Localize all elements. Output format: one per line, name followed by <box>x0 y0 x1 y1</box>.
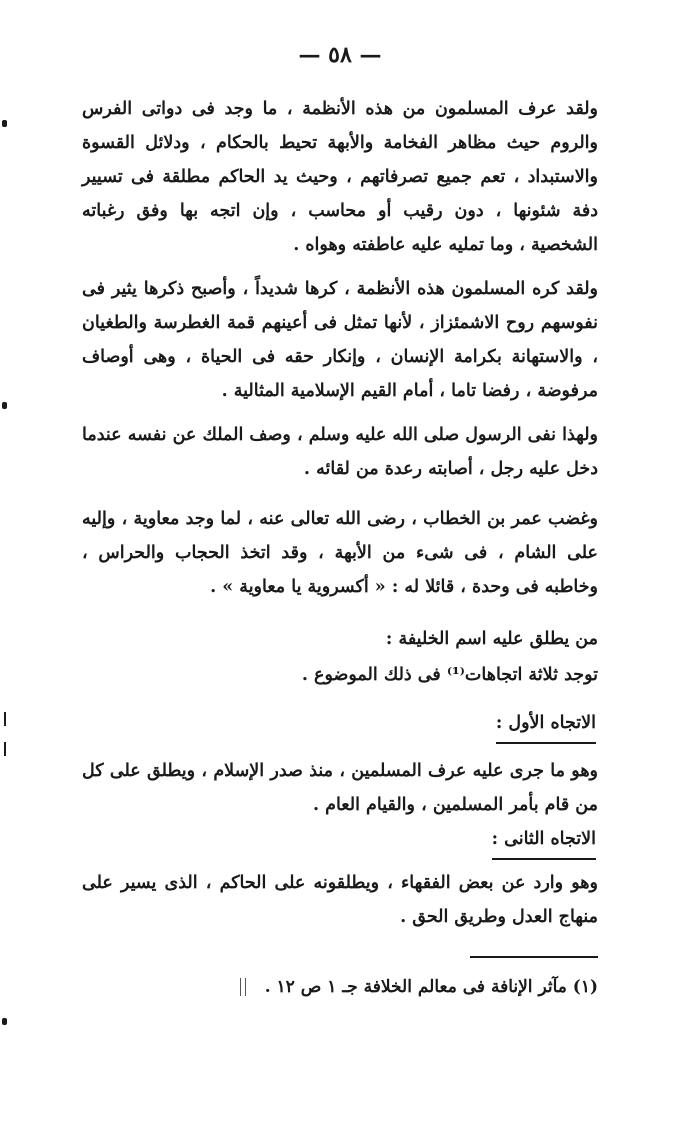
paragraph-text: ولهذا نفى الرسول صلى الله عليه وسلم ، وصف الملك عن نفسه عندما دخل عليه رجل ، أصابته رعدة من لقائه . <box>82 425 598 479</box>
footnote-separator <box>470 956 598 958</box>
scan-edge-mark <box>2 120 7 127</box>
section-title <box>82 622 598 656</box>
trend-2-heading: الاتجاه الثانى : <box>492 822 596 860</box>
page-number: — ٥٨ — <box>298 42 382 68</box>
paragraph-text: ولقد كره المسلمون هذه الأنظمة ، كرها شديداً ، وأصبح ذكرها يثير فى نفوسهم روح الاشمئزاز ، لأنها تمثل فى أعينهم قمة الغطرسة والطغيان ، والاستهانة بكرامة الإنسان ، وإنكار حقه فى الحياة ، وهى أوصاف مرفوضة ، رفضا تاما ، أمام القيم الإسلامية المثالية . <box>82 279 598 401</box>
scan-edge-mark <box>4 712 6 726</box>
trend-text: وهو ما جرى عليه عرف المسلمين ، منذ صدر الإسلام ، ويطلق على كل من قام بأمر المسلمين ، والقيام العام . <box>82 761 598 815</box>
scan-edge-mark <box>2 1018 7 1025</box>
paragraph-1 <box>82 92 598 262</box>
paragraph-text: ولقد عرف المسلمون من هذه الأنظمة ، ما وجد فى دواتى الفرس والروم حيث مظاهر الفخامة والأبهة تحيط بالحكام ، ودلائل القسوة والاستبداد ، تعم جميع تصرفاتهم ، وحيث يد الحاكم مطلقة فى تسيير دفة شئونها ، دون رقيب أو محاسب ، وإن اتجه بها وفق رغباته الشخصية ، وما تمليه عليه عاطفته وهواه . <box>82 99 598 255</box>
scan-edge-mark <box>2 402 7 409</box>
section-intro <box>82 658 598 692</box>
trend-1-heading: الاتجاه الأول : <box>496 706 596 744</box>
margin-bracket-mark <box>240 978 246 996</box>
paragraph-3 <box>82 418 598 486</box>
scan-edge-mark <box>4 742 6 756</box>
section-intro-text: توجد ثلاثة اتجاهات⁽¹⁾ فى ذلك الموضوع . <box>301 665 598 685</box>
paragraph-2 <box>82 272 598 408</box>
section-title-text: من يطلق عليه اسم الخليفة : <box>385 629 598 649</box>
paragraph-4 <box>82 502 598 604</box>
trend-text: وهو وارد عن بعض الفقهاء ، ويطلقونه على الحاكم ، الذى يسير على منهاج العدل وطريق الحق . <box>82 873 598 927</box>
trend-2-text <box>82 866 598 934</box>
paragraph-text: وغضب عمر بن الخطاب ، رضى الله تعالى عنه ، لما وجد معاوية ، وإليه على الشام ، فى شىء من الأبهة ، وقد اتخذ الحجاب والحراس ، وخاطبه فى وحدة ، قائلا له : « أكسروية يا معاوية » . <box>82 509 598 597</box>
trend-1-text <box>82 754 598 822</box>
footnote: (١) مآثر الإنافة فى معالم الخلافة جـ ١ ص ١٢ . <box>264 977 598 997</box>
